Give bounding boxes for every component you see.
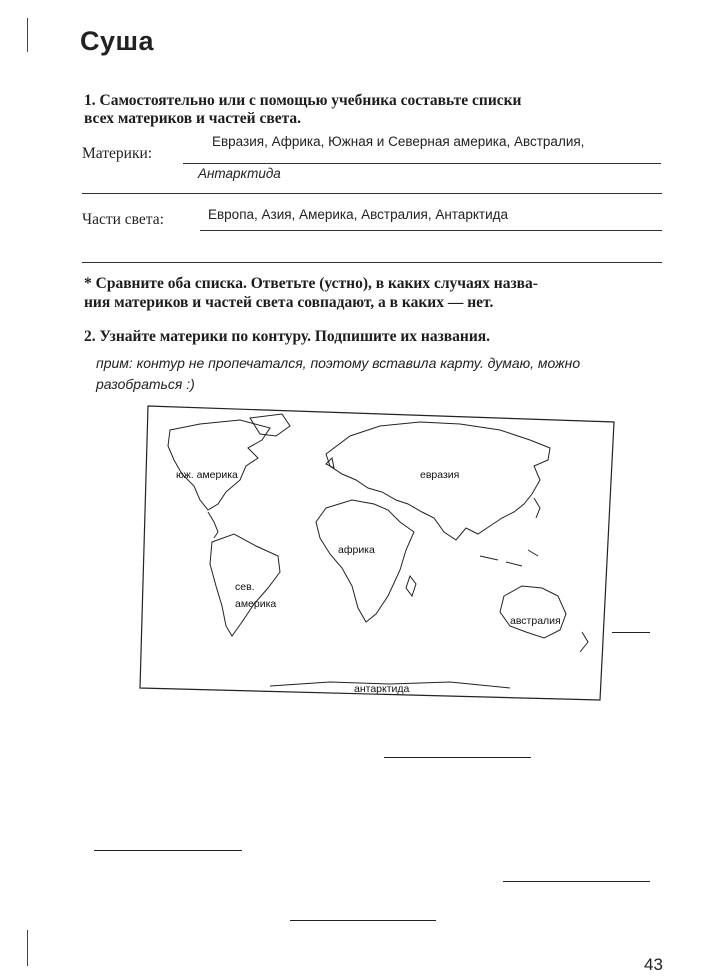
parts-of-world-label: Части света: <box>82 211 164 228</box>
world-map <box>130 400 620 715</box>
parts-answer-rule-1 <box>200 230 662 231</box>
madagascar-shape <box>406 576 416 596</box>
greenland-shape <box>250 414 290 436</box>
continents-answer-rule-2 <box>82 193 662 194</box>
parts-of-world-answer[interactable]: Европа, Азия, Америка, Австралия, Антарктида <box>208 207 508 222</box>
map-label-north-america-line-1: сев. <box>235 581 255 593</box>
compare-text-line-1: * Сравните оба списка. Ответьте (устно), в каких случаях назва- <box>84 275 538 292</box>
answer-line-4 <box>290 920 436 921</box>
continents-label: Материки: <box>82 145 153 162</box>
uk-shape <box>326 458 334 468</box>
task-1-text-line-2: всех материков и частей света. <box>84 110 302 127</box>
continents-answer-rule-1 <box>183 163 661 164</box>
continents-answer-line-1[interactable]: Евразия, Африка, Южная и Северная америка, Австралия, <box>212 134 585 149</box>
parts-answer-rule-2 <box>82 262 662 263</box>
australia-shape <box>500 586 566 638</box>
islands-shape <box>480 550 538 566</box>
map-label-south-america-top: юж. америка <box>176 469 238 481</box>
scan-margin-mark-bottom <box>27 930 28 966</box>
new-zealand-shape <box>580 632 588 652</box>
answer-line-2 <box>94 850 242 851</box>
map-label-eurasia: евразия <box>420 469 460 481</box>
map-label-africa: африка <box>338 544 375 556</box>
task-2-note-line-1: прим: контур не пропечатался, поэтому вставила карту. думаю, можно <box>96 355 581 371</box>
map-label-australia: австралия <box>510 615 561 627</box>
scan-margin-mark-top <box>27 18 28 52</box>
central-america-shape <box>208 512 218 538</box>
answer-line-1 <box>384 757 531 758</box>
north-america-shape <box>168 420 270 510</box>
answer-line-right-of-map <box>612 632 650 633</box>
answer-line-3 <box>503 881 650 882</box>
task-2-note-line-2: разобраться :) <box>96 376 195 392</box>
map-label-north-america-line-2: америка <box>235 598 277 610</box>
compare-text-line-2: ния материков и частей света совпадают, а в каких — нет. <box>84 294 494 311</box>
eurasia-shape <box>326 422 550 540</box>
japan-shape <box>534 498 540 518</box>
page-title: Суша <box>80 26 155 56</box>
task-2-heading: 2. Узнайте материки по контуру. Подпишите их названия. <box>84 328 491 345</box>
map-label-antarctica: антарктида <box>354 683 410 695</box>
continents-answer-line-2[interactable]: Антарктида <box>198 166 281 181</box>
task-1-text-line-1: 1. Самостоятельно или с помощью учебника составьте списки <box>84 92 522 109</box>
page-number: 43 <box>644 955 663 974</box>
africa-shape <box>316 500 414 622</box>
